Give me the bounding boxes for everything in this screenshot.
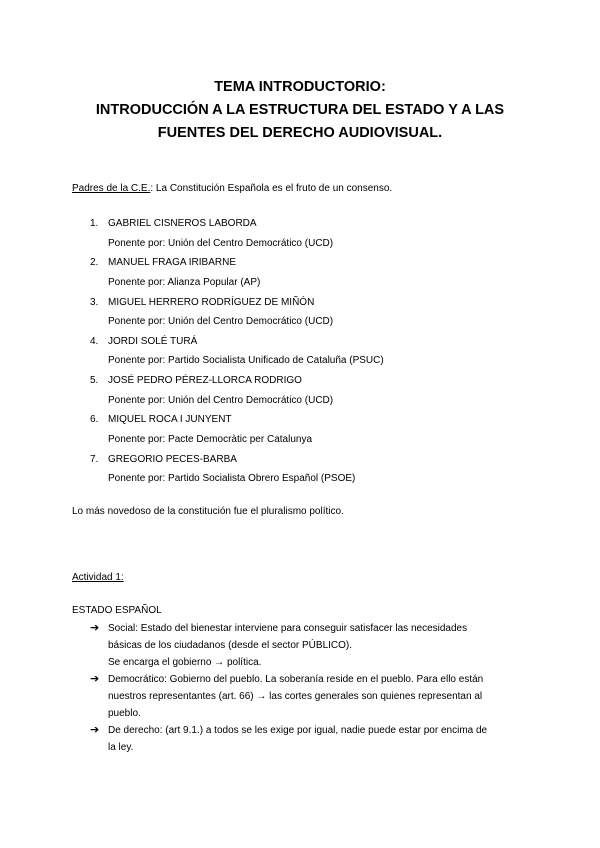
closing-paragraph: Lo más novedoso de la constitución fue el pluralismo político. bbox=[72, 506, 344, 517]
list-item bbox=[72, 410, 532, 449]
list-item-number: 4. bbox=[90, 335, 99, 347]
arrow-bullet-icon: ➔ bbox=[90, 673, 100, 685]
list-item bbox=[72, 253, 532, 292]
intro-paragraph bbox=[72, 182, 392, 196]
list-item-name: GREGORIO PECES-BARBA bbox=[108, 453, 237, 465]
arrow-bullet-icon: ➔ bbox=[90, 724, 100, 736]
list-item bbox=[72, 214, 532, 253]
list-item bbox=[72, 371, 532, 410]
list-item-name: JORDI SOLÉ TURÁ bbox=[108, 335, 198, 347]
bullet-line: pueblo. bbox=[108, 708, 141, 719]
fathers-list bbox=[72, 214, 532, 489]
title-line-1: TEMA INTRODUCTORIO: bbox=[214, 79, 386, 95]
state-bullet-list bbox=[72, 620, 532, 756]
list-item-party: Ponente por: Alianza Popular (AP) bbox=[108, 276, 261, 288]
bullet-line: Democrático: Gobierno del pueblo. La soberanía reside en el pueblo. Para ello están bbox=[108, 674, 484, 685]
list-item-name: MIQUEL ROCA I JUNYENT bbox=[108, 414, 232, 426]
title-line-3: FUENTES DEL DERECHO AUDIOVISUAL. bbox=[157, 125, 443, 141]
list-item-party: Ponente por: Unión del Centro Democrático (UCD) bbox=[108, 394, 334, 406]
bullet-line: básicas de los ciudadanos (desde el sector PÚBLICO). bbox=[108, 640, 353, 651]
list-item-number: 7. bbox=[90, 453, 99, 465]
bullet-item-social bbox=[72, 620, 532, 671]
document-title bbox=[0, 76, 600, 145]
bullet-line: Se encarga el gobierno → política. bbox=[108, 657, 262, 668]
bullet-line: De derecho: (art 9.1.) a todos se les exige por igual, nadie puede estar por encima de bbox=[108, 725, 488, 736]
title-line-2: INTRODUCCIÓN A LA ESTRUCTURA DEL ESTADO Y A LAS bbox=[95, 102, 505, 118]
list-item-number: 2. bbox=[90, 257, 99, 269]
list-item bbox=[72, 293, 532, 332]
bullet-line: nuestros representantes (art. 66) → las cortes generales son quienes representan al bbox=[108, 691, 483, 702]
list-item-name: MANUEL FRAGA IRIBARNE bbox=[108, 257, 236, 269]
list-item-party: Ponente por: Pacte Democràtic per Catalunya bbox=[108, 433, 312, 445]
list-item-number: 5. bbox=[90, 375, 99, 387]
bullet-item-democratico bbox=[72, 671, 532, 722]
arrow-bullet-icon: ➔ bbox=[90, 622, 100, 634]
section-heading: ESTADO ESPAÑOL bbox=[72, 605, 162, 616]
intro-text: : La Constitución Española es el fruto de un consenso. bbox=[150, 183, 393, 194]
bullet-item-derecho bbox=[72, 722, 532, 756]
list-item-number: 3. bbox=[90, 296, 99, 308]
list-item-number: 1. bbox=[90, 218, 99, 229]
list-item bbox=[72, 332, 532, 371]
bullet-line: Social: Estado del bienestar interviene para conseguir satisfacer las necesidades bbox=[108, 623, 468, 634]
list-item-number: 6. bbox=[90, 414, 99, 426]
bullet-line: la ley. bbox=[108, 742, 134, 753]
list-item-name: GABRIEL CISNEROS LABORDA bbox=[108, 218, 257, 229]
activity-heading: Actividad 1: bbox=[72, 572, 124, 583]
list-item-name: JOSÉ PEDRO PÉREZ-LLORCA RODRIGO bbox=[108, 375, 302, 387]
list-item-party: Ponente por: Partido Socialista Obrero Español (PSOE) bbox=[108, 473, 356, 485]
list-item-party: Ponente por: Unión del Centro Democrático (UCD) bbox=[108, 316, 334, 328]
intro-label: Padres de la C.E. bbox=[72, 183, 151, 194]
list-item-party: Ponente por: Partido Socialista Unificado de Cataluña (PSUC) bbox=[108, 355, 384, 367]
list-item bbox=[72, 450, 532, 489]
list-item-party: Ponente por: Unión del Centro Democrático (UCD) bbox=[108, 237, 334, 249]
list-item-name: MIGUEL HERRERO RODRÍGUEZ DE MIÑÓN bbox=[108, 296, 315, 308]
